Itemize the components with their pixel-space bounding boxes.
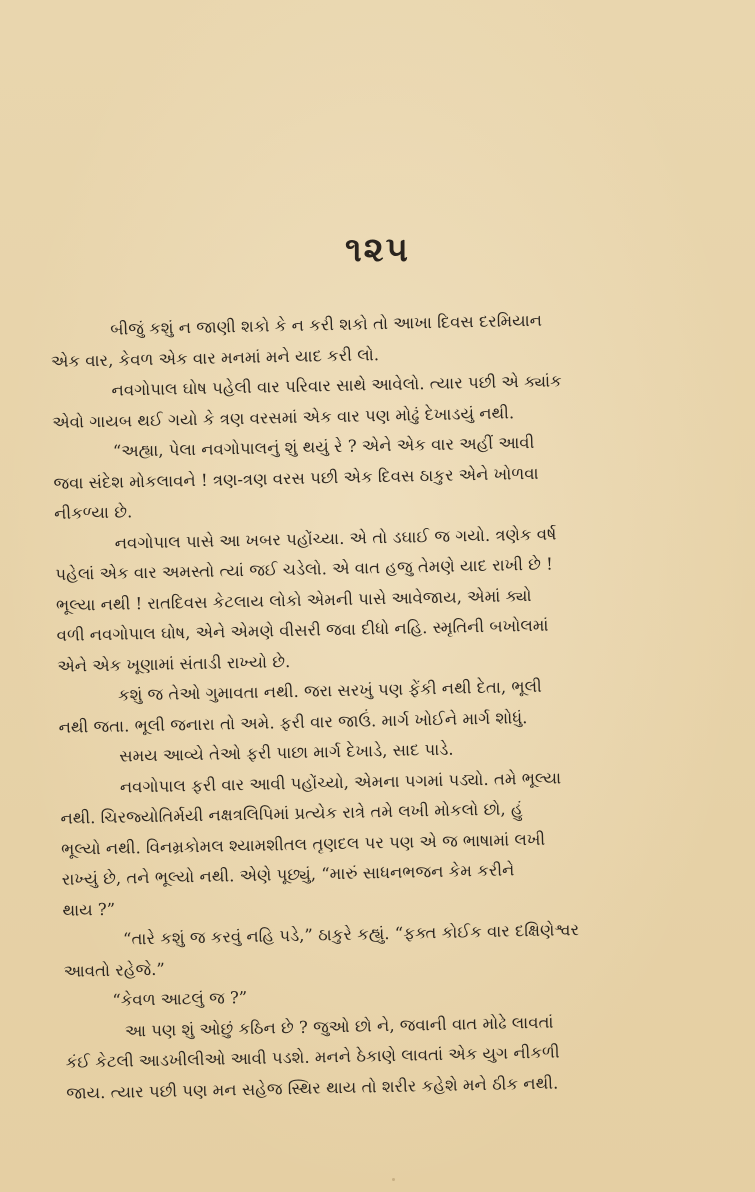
page-number: ૧૨૫ <box>345 230 410 270</box>
text-line: એને એક ખૂણામાં સંતાડી રાખ્યો છે. <box>57 651 291 676</box>
text-line: નથી જતા. ભૂલી જનારા તો અમે. ફરી વાર જાઉં. માર્ગ ખોઈને માર્ગ શોધું. <box>58 707 528 737</box>
text-line: નથી. ચિરજ્યોતિર્મયી નક્ષત્રલિપિમાં પ્રત્યેક રાત્રે તમે લખી મોકલો છો, હું <box>60 799 523 828</box>
text-line: પહેલાં એક વાર અમસ્તો ત્યાં જઈ ચડેલો. એ વાત હજુ તેમણે યાદ રાખી છે ! <box>55 554 554 584</box>
text-line: એક વાર, કેવળ એક વાર મનમાં મને યાદ કરી લો. <box>50 344 380 371</box>
text-line: વળી નવગોપાલ ઘોષ, એને એમણે વીસરી જવા દીધો નહિ. સ્મૃતિની બખોલમાં <box>56 615 549 645</box>
text-line: નીકળ્યા છે. <box>53 502 133 523</box>
text-line: રાખ્યું છે, તને ભૂલ્યો નથી. એણે પૂછ્યું, “મારું સાધનભજન કેમ કરીને <box>61 860 515 889</box>
text-line: “તારે કશું જ કરવું નહિ પડે,” ઠાકુરે કહ્યું. “ફક્ત કોઈક વાર દક્ષિણેશ્વર <box>122 920 580 949</box>
text-line: આવતો રહેજે.” <box>63 959 166 981</box>
text-line: ભૂલ્યા નથી ! રાતદિવસ કેટલાય લોકો એમની પાસે આવેજાય, એમાં ક્યો <box>55 585 532 615</box>
text-line: આ પણ શું ઓછું કઠિન છે ? જુઓ છો ને, જવાની વાત મોઢે લાવતાં <box>124 1012 554 1041</box>
text-line: થાય ?” <box>62 899 116 920</box>
body-text <box>50 302 731 1109</box>
text-line: બીજું કશું ન જાણી શકો કે ન કરી શકો તો આખા દિવસ દરમિયાન <box>110 310 543 339</box>
text-line: સમય આવ્યે તેઓ ફરી પાછા માર્ગ દેખાડે, સાદ પાડે. <box>119 739 454 766</box>
text-line: કંઈ કેટલી આડખીલીઓ આવી પડશે. મનને ઠેકાણે લાવતાં એક યુગ નીકળી <box>65 1042 560 1072</box>
text-line: ભૂલ્યો નથી. વિનમ્રકોમલ શ્યામશીતલ તૃણદલ પર પણ એ જ ભાષામાં લખી <box>60 829 546 859</box>
text-line: જાય. ત્યાર પછી પણ મન સહેજ સ્થિર થાય તો શરીર કહેશે મને ઠીક નથી. <box>66 1073 559 1103</box>
text-line: “અહ્યા, પેલા નવગોપાલનું શું થયું રે ? એને એક વાર અહીં આવી <box>112 432 535 461</box>
text-line: જવા સંદેશ મોકલાવને ! ત્રણ-ત્રણ વરસ પછી એક દિવસ ઠાકુર એને ખોળવા <box>53 463 539 493</box>
text-line: “કેવળ આટલું જ ?” <box>112 988 248 1010</box>
text-line: એવો ગાયબ થઈ ગયો કે ત્રણ વરસમાં એક વાર પણ મોઢું દેખાડયું નથી. <box>52 402 515 432</box>
text-line: કશું જ તેઓ ગુમાવતા નથી. જરા સરખું પણ ફેંકી નથી દેતા, ભૂલી <box>117 676 542 705</box>
text-line: નવગોપાલ ફરી વાર આવી પહોંચ્યો, એમના પગમાં પડ્યો. તમે ભૂલ્યા <box>119 767 562 797</box>
text-line: નવગોપાલ ઘોષ પહેલી વાર પરિવાર સાથે આવેલો. ત્યાર પછી એ ક્યાંક <box>111 371 562 400</box>
text-line: નવગોપાલ પાસે આ ખબર પહોંચ્યા. એ તો ડઘાઈ જ ગયો. ત્રણેક વર્ષ <box>114 523 557 553</box>
paper-speck <box>392 1178 395 1181</box>
